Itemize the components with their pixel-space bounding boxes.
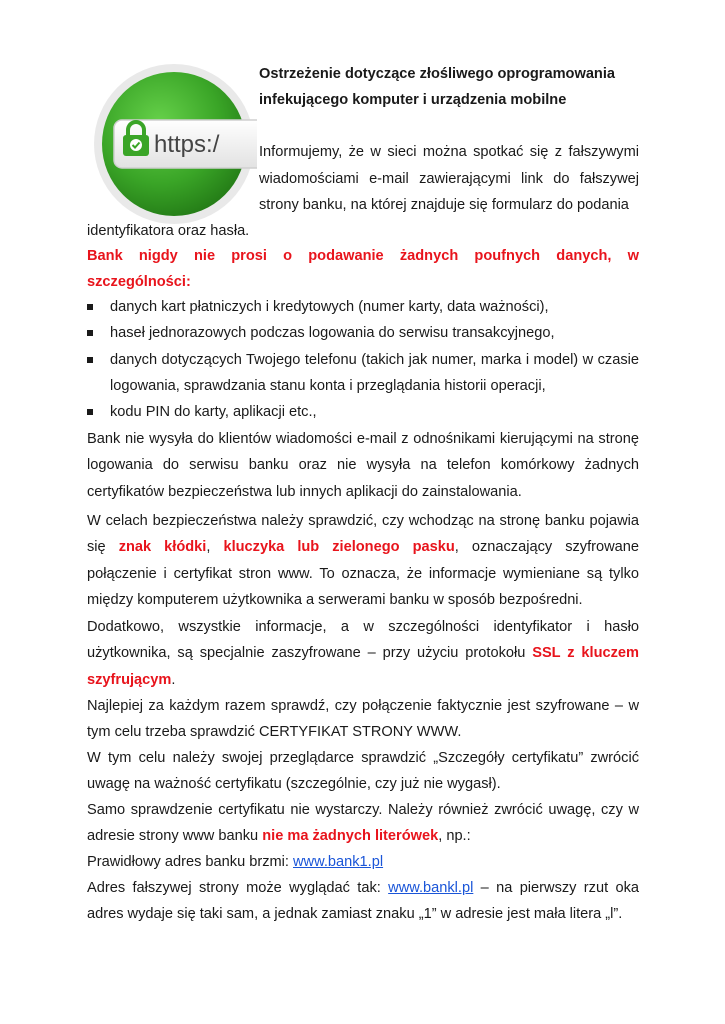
title-line-1: Ostrzeżenie dotyczące złośliwego oprogramowania xyxy=(259,66,616,82)
list-item: kodu PIN do karty, aplikacji etc., xyxy=(87,399,639,425)
warning-line-1: Bank nigdy nie prosi o podawanie żadnych poufnych danych, w xyxy=(87,248,639,264)
list-item: danych kart płatniczych i kredytowych (numer karty, data ważności), xyxy=(87,294,639,320)
bullet-square-icon xyxy=(87,304,93,310)
no-typos-text: nie ma żadnych literówek xyxy=(262,828,439,845)
bullet-square-icon xyxy=(87,330,93,336)
bullet-square-icon xyxy=(87,409,93,415)
paragraph-correct-address: Prawidłowy adres banku brzmi: www.bank1.pl xyxy=(87,854,384,870)
paragraph-check-certificate: Najlepiej za każdym razem sprawdź, czy połączenie faktycznie jest szyfrowane – w tym celu trzeba sprawdzić CERTYFIKAT STRONY WWW. xyxy=(87,698,639,741)
paragraph-fake-address: Adres fałszywej strony może wyglądać tak: www.bankl.pl – na pierwszy rzut oka adres wydaje się taki sam, a jednak zamiast znaku „1” w adresie jest mała litera „l”. xyxy=(87,880,639,923)
paragraph-typos: Samo sprawdzenie certyfikatu nie wystarczy. Należy również zwrócić uwagę, czy w adresie strony www banku nie ma żadnych literówek, np.: xyxy=(87,802,639,845)
padlock-sign-text: znak kłódki xyxy=(118,539,207,556)
sensitive-data-list xyxy=(87,294,639,425)
warning-line-2: szczególności: xyxy=(87,274,191,291)
green-bar-text: kluczyka lub zielonego pasku xyxy=(223,539,455,556)
page-title xyxy=(259,61,639,113)
paragraph-no-emails: Bank nie wysyła do klientów wiadomości e-mail z odnośnikami kierującymi na stronę logowania do serwisu banku oraz nie wysyła na telefon komórkowy żadnych certyfikatów bezpieczeństwa lub innych aplikacji do zainstalowania. xyxy=(87,431,639,500)
title-line-2: infekującego komputer i urządzenia mobilne xyxy=(259,92,567,108)
paragraph-security-check: W celach bezpieczeństwa należy sprawdzić, czy wchodząc na stronę banku pojawia się znak kłódki, kluczyka lub zielonego pasku, oznaczający szyfrowane połączenie i certyfikat stron www. To oznacza, że informacje wymieniane są tylko między komputerem użytkownika a serwerami banku w sposób bezpośredni. xyxy=(87,513,640,609)
intro-paragraph: Informujemy, że w sieci można spotkać się z fałszywymi wiadomościami e-mail zawierającymi link do fałszywej strony banku, na której znajduje się formularz do podania xyxy=(259,144,639,213)
logo-https-text: https:/ xyxy=(154,131,220,158)
list-item: danych dotyczących Twojego telefonu (takich jak numer, marka i model) w czasie logowania, sprawdzania stanu konta i przeglądania historii operacji, xyxy=(87,347,639,400)
fake-bank-link[interactable]: www.bankl.pl xyxy=(388,880,474,896)
ssl-text: SSL z kluczem szyfrującym xyxy=(87,645,639,688)
list-item: haseł jednorazowych podczas logowania do serwisu transakcyjnego, xyxy=(87,320,639,346)
bullet-square-icon xyxy=(87,357,93,363)
warning-heading xyxy=(87,243,639,296)
paragraph-certificate-details: W tym celu należy swojej przeglądarce sprawdzić „Szczegóły certyfikatu” zwrócić uwagę na ważność certyfikatu (szczególnie, czy już nie wygasł). xyxy=(87,750,639,793)
paragraph-encryption: Dodatkowo, wszystkie informacje, a w szczególności identyfikator i hasło użytkownika, są specjalnie zaszyfrowane – przy użyciu protokołu SSL z kluczem szyfrującym. xyxy=(87,619,639,688)
correct-bank-link[interactable]: www.bank1.pl xyxy=(293,854,384,870)
intro-paragraph-continued: identyfikatora oraz hasła. xyxy=(87,223,250,239)
https-padlock-logo xyxy=(92,62,257,227)
